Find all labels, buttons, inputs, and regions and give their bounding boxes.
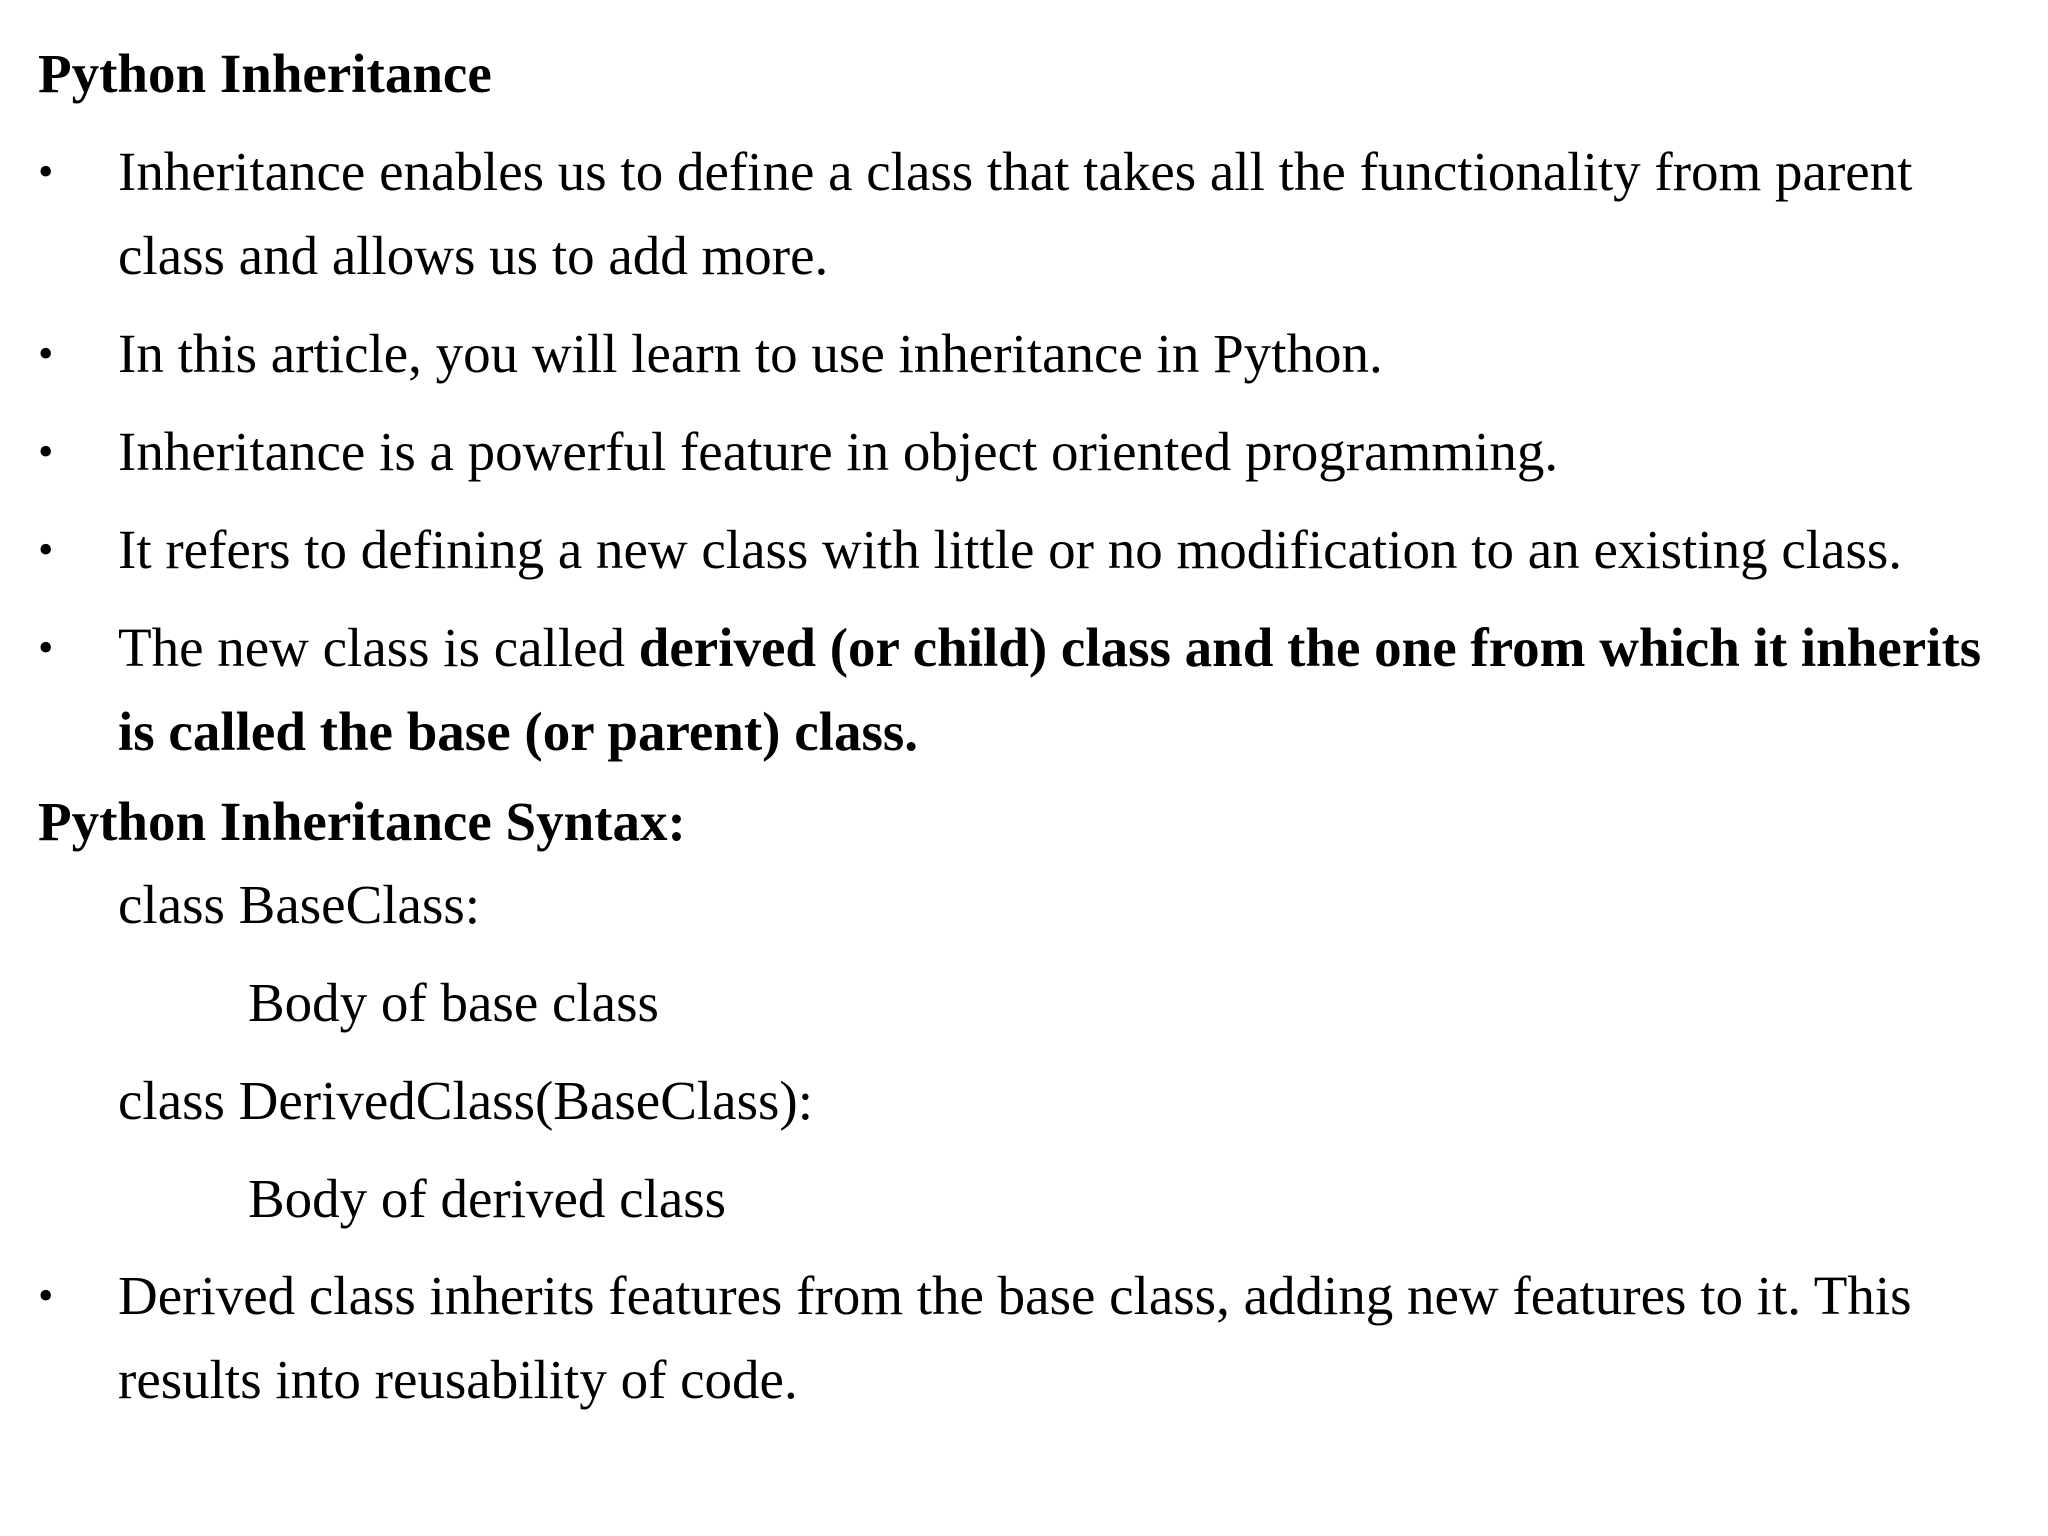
document-page — [38, 40, 2018, 1436]
bullet-icon: • — [38, 427, 54, 476]
bullet-icon: • — [38, 623, 54, 672]
bullet-text: Derived class inherits features from the base class, adding new features to it. This results into reusability of code. — [118, 1265, 1912, 1410]
bullet-text: Inheritance is a powerful feature in object oriented programming. — [118, 421, 1559, 482]
bullet-text-bold: derived (or child) class and the one from which it inherits is called the base (or parent) class. — [118, 617, 1982, 762]
section-heading-python-inheritance: Python Inheritance — [38, 43, 492, 104]
bullet-item — [38, 606, 2018, 774]
syntax-line-base-body: Body of base class — [248, 972, 659, 1033]
bullet-icon: • — [38, 1271, 54, 1320]
bullet-text-normal: The new class is called — [118, 617, 639, 678]
bullet-icon: • — [38, 329, 54, 378]
bullet-item — [38, 410, 2018, 494]
bullet-icon: • — [38, 525, 54, 574]
bullet-text: It refers to defining a new class with little or no modification to an existing class. — [118, 519, 1903, 580]
syntax-block — [38, 856, 2018, 1248]
bullet-list-intro — [38, 130, 2018, 774]
bullet-icon: • — [38, 147, 54, 196]
section-heading-syntax: Python Inheritance Syntax: — [38, 791, 686, 852]
bullet-item — [38, 508, 2018, 592]
bullet-item — [38, 130, 2018, 298]
syntax-line-base-class: class BaseClass: — [118, 874, 481, 935]
bullet-text: Inheritance enables us to define a class that takes all the functionality from parent class and allows us to add more. — [118, 141, 1913, 286]
bullet-text: In this article, you will learn to use inheritance in Python. — [118, 323, 1383, 384]
bullet-list-summary — [38, 1254, 2018, 1422]
bullet-item — [38, 1254, 2018, 1422]
syntax-line-derived-body: Body of derived class — [248, 1168, 727, 1229]
syntax-line-derived-class: class DerivedClass(BaseClass): — [118, 1070, 813, 1131]
bullet-item — [38, 312, 2018, 396]
